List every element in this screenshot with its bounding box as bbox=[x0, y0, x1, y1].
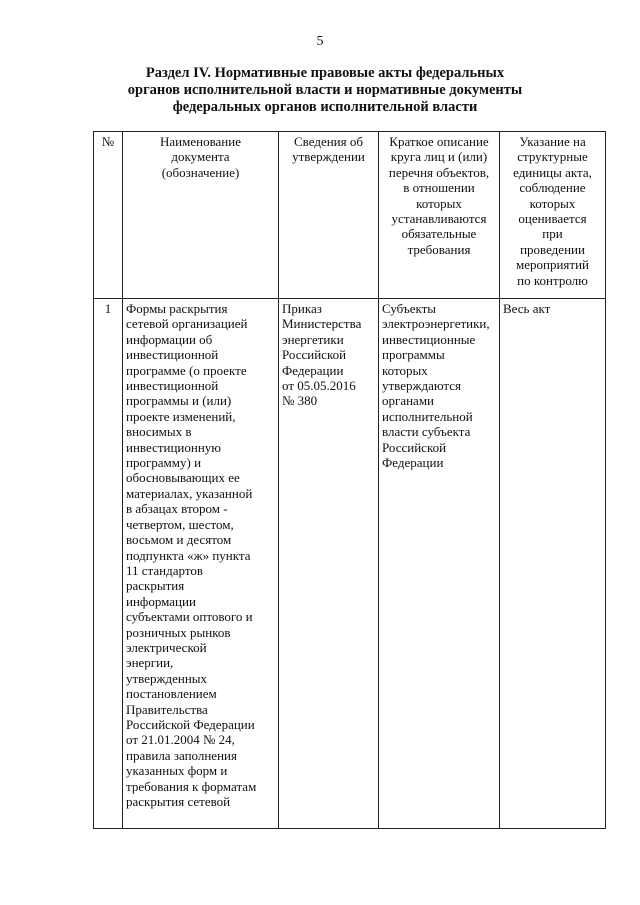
header-approval-info: Сведения об утверждении bbox=[279, 132, 379, 299]
table-header-row bbox=[94, 132, 606, 299]
requirements-table bbox=[93, 131, 606, 829]
row-number-cell: 1 bbox=[94, 299, 123, 829]
header-subjects-description: Краткое описание круга лиц и (или) перечня объектов, в отношении которых устанавливаются обязательные требования bbox=[379, 132, 500, 299]
section-heading bbox=[110, 65, 540, 116]
page-number: 5 bbox=[316, 34, 324, 49]
header-document-name: Наименование документа (обозначение) bbox=[123, 132, 279, 299]
header-structural-units: Указание на структурные единицы акта, соблюдение которых оценивается при проведении мероприятий по контролю bbox=[500, 132, 606, 299]
structural-units-cell: Весь акт bbox=[500, 299, 606, 829]
heading-line-3: федеральных органов исполнительной власти bbox=[172, 99, 478, 115]
heading-line-1: Раздел IV. Нормативные правовые акты федеральных bbox=[145, 65, 505, 81]
approval-info-cell: Приказ Министерства энергетики Российской Федерации от 05.05.2016 № 380 bbox=[279, 299, 379, 829]
heading-line-2: органов исполнительной власти и нормативные документы bbox=[127, 82, 523, 98]
subjects-description-cell: Субъекты электроэнергетики, инвестиционные программы которых утверждаются органами исполнительной власти субъекта Российской Федерации bbox=[379, 299, 500, 829]
document-name-cell: Формы раскрытия сетевой организацией информации об инвестиционной программе (о проекте инвестиционной программы и (или) проекте изменений, вносимых в инвестиционную программу) и обосновывающих ее материалах, указанной в абзацах втором - четвертом, шестом, восьмом и десятом подпункта «ж» пункта 11 стандартов раскрытия информации субъектами оптового и розничных рынков электрической энергии, утвержденных постановлением Правительства Российской Федерации от 21.01.2004 № 24, правила заполнения указанных форм и требования к форматам раскрытия сетевой bbox=[123, 299, 279, 829]
header-number: № bbox=[94, 132, 123, 299]
table-row bbox=[94, 299, 606, 829]
